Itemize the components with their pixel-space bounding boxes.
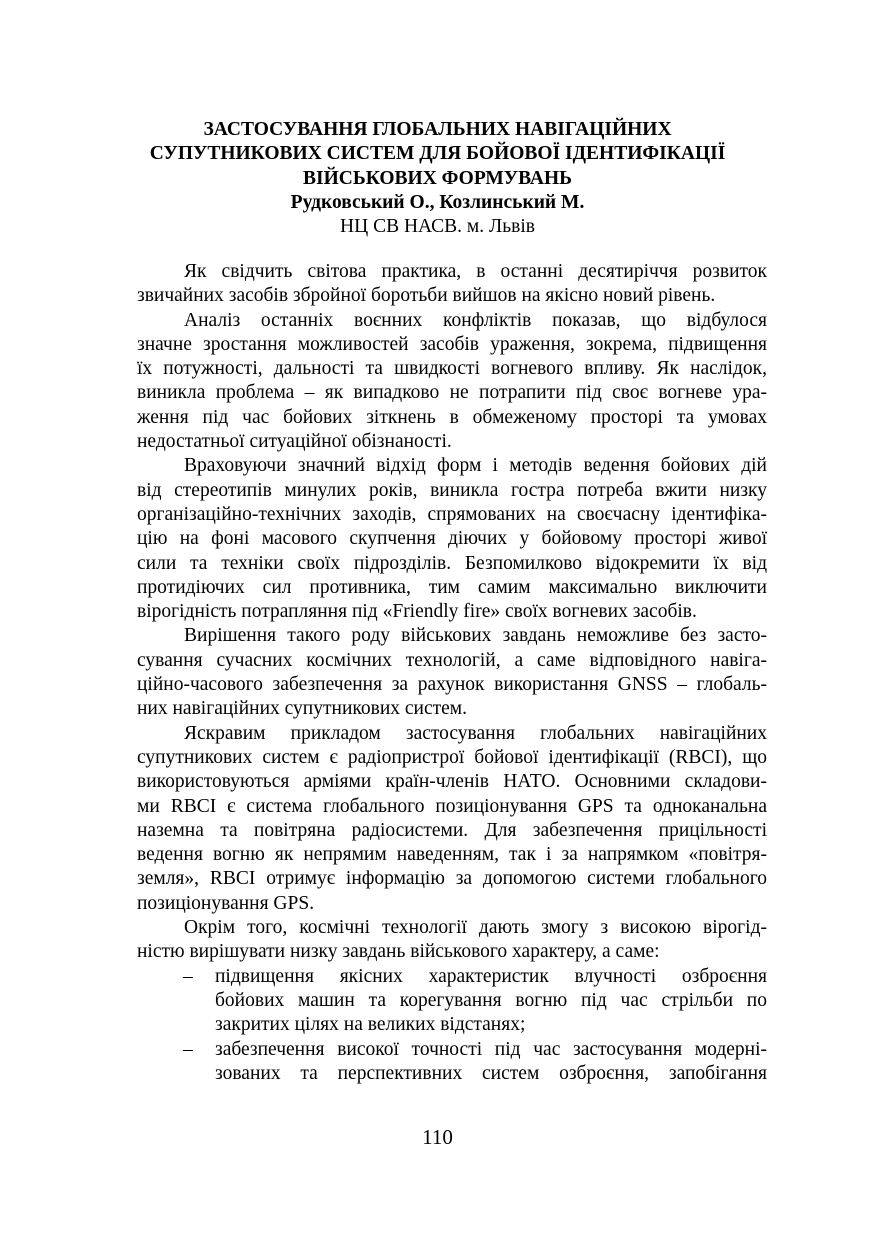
text-line: від стереотипів минулих років, виникла гостра потреба вжити низку bbox=[137, 479, 767, 501]
title-line: ВІЙСЬКОВИХ ФОРМУВАНЬ bbox=[302, 167, 573, 189]
paragraph bbox=[137, 309, 767, 455]
text-line: Вирішення такого роду військових завдань неможливе без засто- bbox=[184, 625, 767, 647]
paragraph bbox=[137, 624, 767, 721]
text-line: супутникових систем є радіопристрої бойової ідентифікації (RBCI), що bbox=[137, 746, 767, 768]
page-number: 110 bbox=[422, 1125, 453, 1149]
text-line: позиціонування GPS. bbox=[137, 892, 315, 914]
text-line: ми RBCI є система глобального позиціонування GPS та одноканальна bbox=[137, 795, 767, 817]
text-line: забезпечення високої точності під час застосування модерні- bbox=[215, 1038, 767, 1060]
text-line: виникла проблема – як випадково не потрапити під своє вогневе ура- bbox=[137, 382, 767, 404]
title-line: СУПУТНИКОВИХ СИСТЕМ ДЛЯ БОЙОВОЇ ІДЕНТИФІКАЦІЇ bbox=[149, 143, 726, 165]
list-dash: – bbox=[183, 1038, 193, 1060]
text-line: бойових машин та корегування вогню під час стрільби по bbox=[215, 989, 767, 1011]
text-line: Аналіз останніх воєнних конфліктів показав, що відбулося bbox=[184, 309, 767, 331]
authors: Рудковський О., Козлинський М. bbox=[290, 191, 585, 213]
paragraph bbox=[137, 260, 767, 309]
paragraph bbox=[137, 722, 767, 916]
paragraph bbox=[137, 916, 767, 965]
text-line: їх потужності, дальності та швидкості вогневого впливу. Як наслідок, bbox=[137, 358, 767, 380]
text-line: ністю вирішувати низку завдань військового характеру, а саме: bbox=[137, 941, 660, 963]
text-line: сили та техніки своїх підрозділів. Безпомилково відокремити їх від bbox=[137, 552, 767, 574]
text-line: цію на фоні масового скупчення діючих у бойовому просторі живої bbox=[137, 528, 767, 550]
text-line: них навігаційних супутникових систем. bbox=[137, 698, 468, 720]
list-item bbox=[137, 1038, 767, 1087]
text-line: підвищення якісних характеристик влучності озброєння bbox=[215, 965, 767, 987]
text-line: зованих та перспективних систем озброєння, запобігання bbox=[215, 1062, 767, 1084]
text-line: Яскравим прикладом застосування глобальних навігаційних bbox=[184, 722, 767, 744]
text-line: Окрім того, космічні технології дають змогу з високою вірогід- bbox=[184, 917, 767, 939]
affiliation: НЦ СВ НАСВ. м. Львів bbox=[340, 216, 535, 238]
text-line: недостатньої ситуаційної обізнаності. bbox=[137, 431, 452, 453]
paragraph bbox=[137, 454, 767, 624]
text-line: ження під час бойових зіткнень в обмеженому просторі та умовах bbox=[137, 406, 767, 428]
text-line: значне зростання можливостей засобів ураження, зокрема, підвищення bbox=[137, 333, 767, 355]
article-body bbox=[137, 260, 767, 1086]
list-dash: – bbox=[183, 965, 193, 987]
title-line: ЗАСТОСУВАННЯ ГЛОБАЛЬНИХ НАВІГАЦІЙНИХ bbox=[203, 119, 672, 140]
text-line: вірогідність потрапляння під «Friendly fire» своїх вогневих засобів. bbox=[137, 601, 697, 623]
text-line: ційно-часового забезпечення за рахунок використання GNSS – глобаль- bbox=[137, 674, 767, 696]
text-line: ведення вогню як непрямим наведенням, так і за напрямком «повітря- bbox=[137, 844, 767, 866]
text-line: Як свідчить світова практика, в останні десятиріччя розвиток bbox=[184, 261, 767, 282]
text-line: організаційно-технічних заходів, спрямованих на своєчасну ідентифіка- bbox=[137, 503, 767, 525]
text-line: звичайних засобів збройної боротьби вийшов на якісно новий рівень. bbox=[137, 285, 716, 307]
text-line: земля», RBCI отримує інформацію за допомогою системи глобального bbox=[137, 868, 767, 890]
text-line: протидіючих сил противника, тим самим максимально виключити bbox=[137, 576, 767, 598]
list-item bbox=[137, 965, 767, 1038]
article-header bbox=[0, 118, 875, 239]
text-line: закритих цілях на великих відстанях; bbox=[215, 1014, 526, 1036]
text-line: використовуються арміями країн-членів НАТО. Основними складови- bbox=[137, 771, 767, 793]
text-line: наземна та повітряна радіосистеми. Для забезпечення прицільності bbox=[137, 819, 767, 841]
text-line: Враховуючи значний відхід форм і методів ведення бойових дій bbox=[184, 455, 767, 477]
text-line: сування сучасних космічних технологій, а саме відповідного навіга- bbox=[137, 649, 767, 671]
